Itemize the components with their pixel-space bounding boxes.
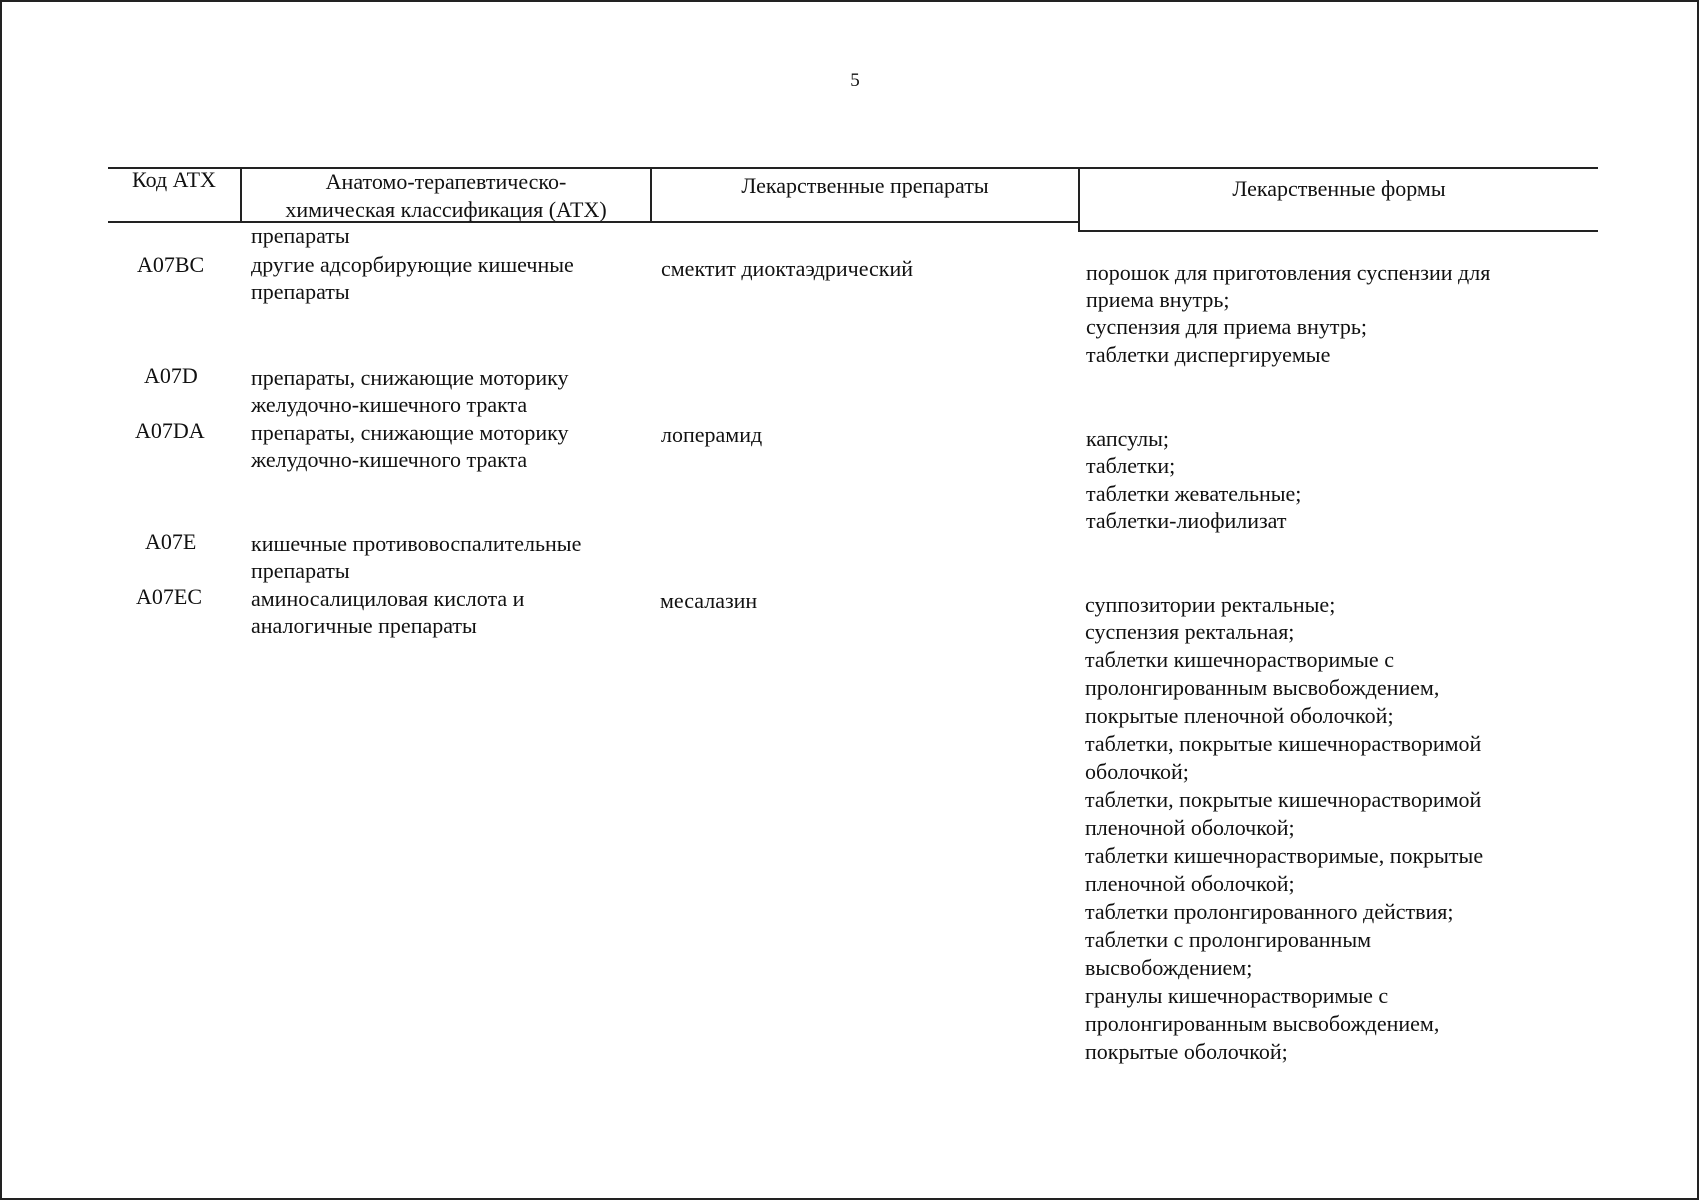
row-form-a07da-3: таблетки жевательные; [1086,481,1302,506]
row-form-a07da-1: капсулы; [1086,426,1169,451]
row-code-a07ec: A07EC [136,584,202,609]
row-code-a07d: A07D [144,363,198,388]
header-atc-line1: Анатомо-терапевтическо- [325,169,567,194]
row-form-a07ec-10: таблетки кишечнорастворимые, покрытые [1085,843,1484,868]
row-form-a07ec-11: пленочной оболочкой; [1085,871,1295,896]
row-form-a07ec-14: высвобождением; [1085,955,1253,980]
header-bottom-rule-right [1078,230,1598,232]
row-form-a07ec-17: покрытые оболочкой; [1085,1039,1288,1064]
header-code: Код АТХ [132,167,216,192]
row-drug-a07bc: смектит диоктаэдрический [661,256,914,281]
row-code-a07bc: A07BC [137,252,205,277]
row-classification-a07e-line1: кишечные противовоспалительные [251,531,582,556]
row-form-a07bc-3: суспензия для приема внутрь; [1086,314,1367,339]
row-classification-a07bc-line1: другие адсорбирующие кишечные [251,252,574,277]
row-form-a07ec-7: оболочкой; [1085,759,1189,784]
row-classification-a07d-line2: желудочно-кишечного тракта [251,392,528,417]
row-form-a07ec-16: пролонгированным высвобождением, [1085,1011,1440,1036]
row-form-a07ec-2: суспензия ректальная; [1085,619,1295,644]
header-forms: Лекарственные формы [1232,176,1446,201]
row-form-a07ec-5: покрытые пленочной оболочкой; [1085,703,1394,728]
row-classification-a07ec-line1: аминосалициловая кислота и [251,586,525,611]
row-form-a07da-2: таблетки; [1086,453,1176,478]
row-form-a07ec-6: таблетки, покрытые кишечнорастворимой [1085,731,1482,756]
page-number: 5 [850,70,860,91]
row-classification-a07d-line1: препараты, снижающие моторику [251,365,569,390]
row-drug-a07da: лоперамид [661,422,763,447]
row-form-a07ec-8: таблетки, покрытые кишечнорастворимой [1085,787,1482,812]
row-classification-a07da-line1: препараты, снижающие моторику [251,420,569,445]
row-form-a07ec-1: суппозитории ректальные; [1085,592,1336,617]
row-form-a07ec-12: таблетки пролонгированного действия; [1085,899,1454,924]
row-form-a07ec-13: таблетки с пролонгированным [1085,927,1372,952]
row-form-a07ec-3: таблетки кишечнорастворимые с [1085,647,1394,672]
header-drugs: Лекарственные препараты [741,173,989,198]
row-form-a07bc-1: порошок для приготовления суспензии для [1086,260,1491,285]
row-form-a07ec-4: пролонгированным высвобождением, [1085,675,1440,700]
row-form-a07ec-9: пленочной оболочкой; [1085,815,1295,840]
row-form-a07da-4: таблетки-лиофилизат [1086,508,1287,533]
row-drug-a07ec: месалазин [660,588,758,613]
row-classification-a07da-line2: желудочно-кишечного тракта [251,447,528,472]
continuation-text: препараты [251,223,350,248]
row-code-a07e: A07E [145,529,197,554]
row-form-a07ec-15: гранулы кишечнорастворимые с [1085,983,1389,1008]
row-classification-a07e-line2: препараты [251,558,350,583]
row-classification-a07ec-line2: аналогичные препараты [251,613,477,638]
row-form-a07bc-4: таблетки диспергируемые [1086,342,1331,367]
row-classification-a07bc-line2: препараты [251,279,350,304]
header-atc-line2: химическая классификация (АТХ) [285,197,607,222]
row-form-a07bc-2: приема внутрь; [1086,287,1230,312]
row-code-a07da: A07DA [135,418,205,443]
